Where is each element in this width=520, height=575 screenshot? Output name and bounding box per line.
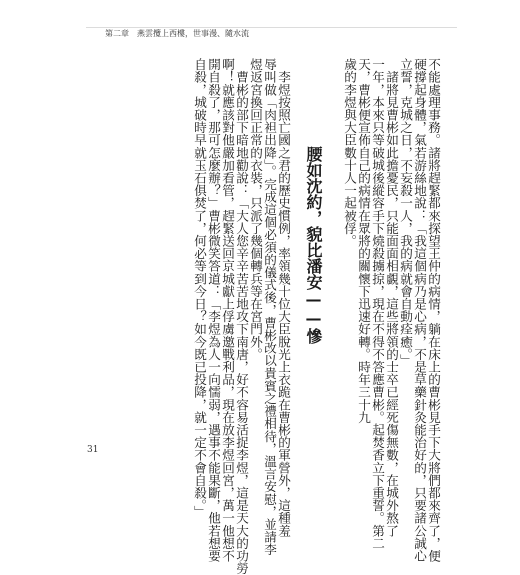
header-text <box>105 29 249 39</box>
text-column: 李煜按照亡國之君的歷史慣例，率領幾十位大臣脫光上衣跪在曹彬的軍營外，這種羞 <box>276 58 291 537</box>
text-column: 天，曹彬便宣佈自己的病情在眾將的關懷下迅速好轉。時年三十九 <box>356 58 371 424</box>
header-rule <box>86 27 457 28</box>
text-column: 啊！就應該對他嚴加看管，趕緊送回京城獻上俘虜邀戰利品，現在放李煜回宮，萬一他想不 <box>220 58 235 562</box>
text-column: 歲的李煜與大臣數十人一起被俘。 <box>342 58 357 247</box>
section-heading: 腰如沈約，貌比潘安——慘 <box>304 146 323 344</box>
text-column: 硬撐起身體，氣若游絲地說：「我這個病乃是心病，不是草藥針灸能治好的，只要諸公誠心 <box>412 58 427 562</box>
text-column: 辱叫做「肉袒出降」。完成這個必須的儀式後，曹彬改以貴賓之禮相待，溫言安慰，並請李 <box>262 58 277 556</box>
text-column: 開自殺了，那可怎麼辦？」曹彬微笑答道：「李煜為人一向懦弱，遇事不能果斷，他若想要 <box>206 58 221 562</box>
text-column: 不能處理事務。諸將趕緊都來探望王仲的病情，躺在床上的曹彬見手下大將們都來齊了，便 <box>426 58 441 562</box>
text-column: 曹彬的部下暗地勸說：「大人您辛辛苦苦地攻下南唐，好不容易活捉李煜，這是天大的功勞 <box>234 58 249 575</box>
text-column: 煜返宮換回正常的衣裝，只派了幾個轉兵等在宮門外。 <box>248 58 263 361</box>
text-column: 立誓，克城之日，不妄殺一人，我的病就會自動痊癒。」 <box>398 58 413 367</box>
text-column: 諸將見曹彬如此擔憂民，只能面面相覷，這些將領的士卒已經死傷無數，在城外熬了 <box>384 58 399 537</box>
text-column: 一年，本來只等破城後縱容手下燒殺擄掠，現在不得不答應曹彬。起焚香立下重誓。第二 <box>370 58 385 550</box>
page-number: 31 <box>87 445 99 455</box>
header-title: 第二章 燕雲攬上西樓，世事漫、隨水流 <box>105 29 249 38</box>
text-column: 自殺，城破時早就玉石俱焚了，何必等到今日？如今既已投降，就一定不會自殺。」 <box>192 58 207 518</box>
